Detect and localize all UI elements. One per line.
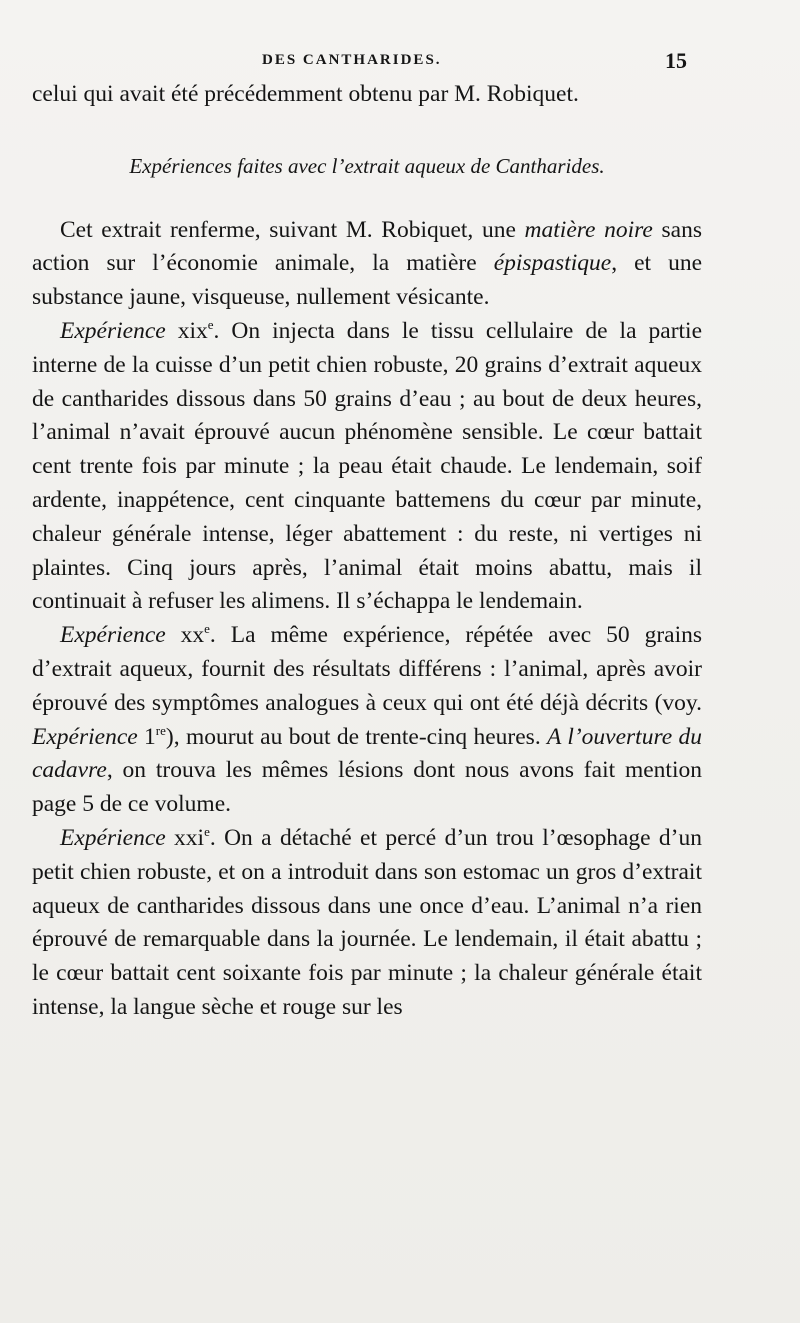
exp20-ref-sup: re [155,722,166,738]
exp20-ref-number: 1 [144,723,156,750]
exp20-italic: A l’ouverture du cadavre [32,723,703,784]
intro-text-1: Cet extrait renferme, suivant M. Robiquet, une [60,216,525,243]
exp20-label: Expérience [60,622,166,649]
experiment-20-paragraph [32,619,702,822]
experiment-19-paragraph [32,315,702,619]
continuation-paragraph: celui qui avait été précédemment obtenu par M. Robiquet. [32,81,579,107]
experiment-21-paragraph [32,822,702,1025]
exp20-number: xx [180,622,205,649]
exp19-number: xix [177,317,208,344]
exp21-label: Expérience [60,824,166,851]
exp19-sup: e [207,317,214,333]
exp20-text-1: . La même expérience, répétée avec 50 grains d’extrait aqueux, fournit des résultats différens : l’animal, après avoir éprouvé des symptômes analogues à ceux qui ont été déjà décrits (voy. [32,622,703,716]
exp19-text: . On injecta dans le tissu cellulaire de la partie interne de la cuisse d’un petit chien robuste, 20 grains d’extrait aqueux de cantharides dissous dans 50 grains d’eau ; au bout de deux heures, l’animal n’avait éprouvé aucun phénomène sensible. Le cœur battait cent trente fois par minute ; la peau était chaude. Le lendemain, soif ardente, inappétence, cent cinquante battemens du cœur par minute, chaleur générale intense, léger abattement : du reste, ni vertiges ni plaintes. Cinq jours après, l’animal était moins abattu, mais il continuait à refuser les alimens. Il s’échappa le lendemain. [32,317,703,615]
intro-paragraph [32,214,702,315]
page-number: 15 [665,48,687,73]
intro-text-2: sans action sur l’économie animale, la matière [32,216,702,277]
exp21-number: xxi [174,824,205,851]
exp20-ref-label: Expérience [32,723,138,750]
body-text [32,78,702,1025]
intro-italic-1: matière noire [524,216,653,243]
page-header [0,48,800,78]
exp20-sup: e [204,621,210,637]
exp19-label: Expérience [60,317,166,344]
running-head: DES CANTHARIDES. [262,52,442,68]
exp20-text-3: , on trouva les mêmes lésions dont nous avons fait mention page 5 de ce volume. [32,757,702,818]
intro-italic-2: épispastique [493,250,612,277]
exp20-text-2: ), mourut au bout de trente-cinq heures. [165,723,548,750]
section-title: Expériences faites avec l’extrait aqueux de Cantharides. [129,153,605,178]
exp21-text: . On a détaché et percé d’un trou l’œsophage d’un petit chien robuste, et on a introduit dans son estomac un gros d’extrait aqueux de cantharides dissous dans une once d’eau. L’animal n’a rien éprouvé de remarquable dans la journée. Le lendemain, il était abattu ; le cœur battait cent soixante fois par minute ; la chaleur générale était intense, la langue sèche et rouge sur les [32,824,702,1020]
intro-text-3: , et une substance jaune, visqueuse, nullement vésicante. [32,250,703,311]
exp21-sup: e [204,824,210,840]
